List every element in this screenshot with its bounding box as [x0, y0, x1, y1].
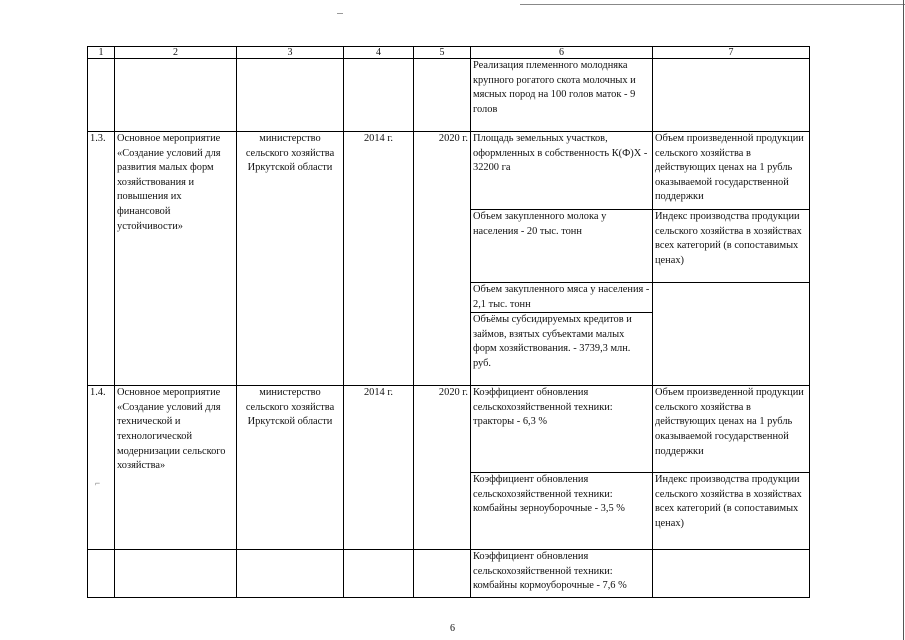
end-year: 2020 г.: [414, 132, 471, 386]
row-number: 1.3.: [88, 132, 115, 386]
table-cell: [414, 59, 471, 132]
result-cell: [653, 283, 810, 386]
header-row: [88, 47, 810, 59]
header-cell: 3: [237, 47, 344, 59]
event-name: Основное мероприятие «Создание условий для развития малых форм хозяйствования и повышения их финансовой устойчивости»: [115, 132, 237, 386]
table-cell: [88, 550, 115, 598]
header-cell: 7: [653, 47, 810, 59]
scan-top-edge: [520, 4, 905, 5]
start-year: 2014 г.: [344, 132, 414, 386]
indicator-cell: Объем закупленного мяса у населения - 2,1 тыс. тонн: [471, 283, 653, 313]
header-cell: 5: [414, 47, 471, 59]
executor: министерство сельского хозяйства Иркутской области: [237, 132, 344, 386]
result-cell: Объем произведенной продукции сельского хозяйства в действующих ценах на 1 рубль оказываемой государственной поддержки: [653, 132, 810, 210]
table-cell: [88, 59, 115, 132]
table-cell: [237, 550, 344, 598]
table-cell: [414, 550, 471, 598]
event-name: Основное мероприятие «Создание условий для технической и технологической модернизации сельского хозяйства»: [115, 386, 237, 550]
indicator-cell: Коэффициент обновления сельскохозяйственной техники: комбайны кормоуборочные - 7,6 %: [471, 550, 653, 598]
table-cell: [653, 59, 810, 132]
executor: министерство сельского хозяйства Иркутской области: [237, 386, 344, 550]
indicator-cell: Коэффициент обновления сельскохозяйственной техники: тракторы - 6,3 %: [471, 386, 653, 473]
table-cell: [344, 550, 414, 598]
table-row: [88, 59, 810, 132]
row-number: 1.4.: [88, 386, 115, 550]
scan-right-edge: [903, 0, 904, 640]
result-cell: Индекс производства продукции сельского хозяйства в хозяйствах всех категорий (в сопоставимых ценах): [653, 473, 810, 550]
program-table: [87, 46, 810, 598]
table-cell: [653, 550, 810, 598]
table-cell: [115, 550, 237, 598]
indicator-cell: Реализация племенного молодняка крупного рогатого скота молочных и мясных пород на 100 голов маток - 9 голов: [471, 59, 653, 132]
header-cell: 6: [471, 47, 653, 59]
table-row: [88, 132, 810, 210]
indicator-cell: Объёмы субсидируемых кредитов и займов, взятых субъектами малых форм хозяйствования. - 3739,3 млн. руб.: [471, 313, 653, 386]
scan-tick-mark: ⌐: [95, 478, 101, 488]
end-year: 2020 г.: [414, 386, 471, 550]
table-cell: [344, 59, 414, 132]
table-row: [88, 386, 810, 473]
indicator-cell: Объем закупленного молока у населения - 20 тыс. тонн: [471, 210, 653, 283]
indicator-cell: Коэффициент обновления сельскохозяйственной техники: комбайны зерноуборочные - 3,5 %: [471, 473, 653, 550]
page-number: 6: [450, 623, 455, 634]
header-cell: 4: [344, 47, 414, 59]
table-cell: [237, 59, 344, 132]
scan-mark: [337, 13, 343, 14]
header-cell: 2: [115, 47, 237, 59]
indicator-cell: Площадь земельных участков, оформленных в собственность К(Ф)Х - 32200 га: [471, 132, 653, 210]
table-row: [88, 550, 810, 598]
table-cell: [115, 59, 237, 132]
result-cell: Индекс производства продукции сельского хозяйства в хозяйствах всех категорий (в сопоставимых ценах): [653, 210, 810, 283]
header-cell: 1: [88, 47, 115, 59]
result-cell: Объем произведенной продукции сельского хозяйства в действующих ценах на 1 рубль оказываемой государственной поддержки: [653, 386, 810, 473]
start-year: 2014 г.: [344, 386, 414, 550]
